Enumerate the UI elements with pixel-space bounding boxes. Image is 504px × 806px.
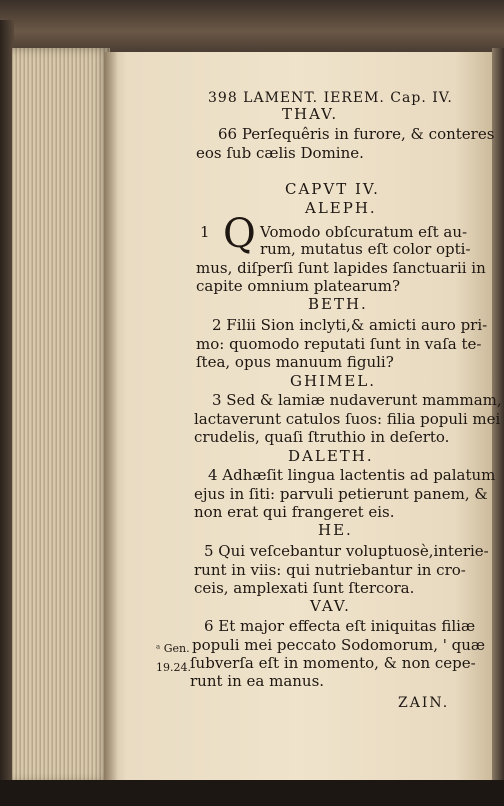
verse-line: crudelis, quaſi ſtruthio in deſerto. (194, 428, 450, 446)
margin-note: 19.24. (156, 661, 191, 674)
verse-line: mo: quomodo reputati ſunt in vaſa te- (196, 335, 482, 353)
verse-line: capite omnium platearum? (196, 277, 401, 295)
verse-line: non erat qui frangeret eis. (194, 503, 395, 521)
drop-cap: Q (223, 211, 256, 257)
catchword: ZAIN. (398, 695, 450, 711)
verse-line: runt in ea manus. (190, 672, 325, 690)
verse-line: Vomodo obſcuratum eſt au- (260, 223, 468, 241)
verse-line: runt in viis: qui nutriebantur in cro- (194, 561, 466, 579)
verse-line: mus, diſperſi ſunt lapides ſanctuarii in (196, 259, 486, 277)
verse-line: populi mei peccato Sodomorum, ' quæ (192, 636, 486, 654)
verse-number: 1 (200, 223, 210, 241)
verse-line: eos ſub cælis Domine. (196, 144, 364, 162)
chapter-heading: CAPVT IV. (285, 180, 380, 198)
verse-line: ejus in ſiti: parvuli petierunt panem, & (194, 485, 488, 503)
verse-line: 5 Qui veſcebantur voluptuosè,interie- (204, 542, 489, 560)
heading-daleth: DALETH. (288, 447, 374, 465)
verse-line: 3 Sed & lamiæ nudaverunt mammam, (212, 391, 502, 409)
verse-line: ceis, amplexati ſunt ſtercora. (194, 579, 415, 597)
verse-line: lactaverunt catulos ſuos: filia populi mei (194, 410, 501, 428)
heading-thav: THAV. (282, 105, 339, 123)
verse-line: rum, mutatus eſt color opti- (260, 240, 471, 258)
running-head: 398 LAMENT. IEREM. Cap. IV. (208, 90, 453, 106)
verse-line: ſtea, opus manuum figuli? (196, 353, 394, 371)
verse-line: 66 Perſequêris in furore, & conteres (218, 125, 495, 143)
heading-ghimel: GHIMEL. (290, 372, 377, 390)
heading-vav: VAV. (310, 597, 351, 615)
verse-line: 6 Et major effecta eſt iniquitas filiæ (204, 617, 476, 635)
heading-aleph: ALEPH. (305, 199, 377, 217)
heading-he: HE. (318, 521, 353, 539)
margin-note: ᵃ Gen. (156, 642, 190, 655)
heading-beth: BETH. (308, 295, 368, 313)
verse-line: 4 Adhæſit lingua lactentis ad palatum (208, 466, 496, 484)
verse-line: ſubverſa eſt in momento, & non cepe- (190, 654, 476, 672)
verse-line: 2 Filii Sion inclyti,& amicti auro pri- (212, 316, 488, 334)
